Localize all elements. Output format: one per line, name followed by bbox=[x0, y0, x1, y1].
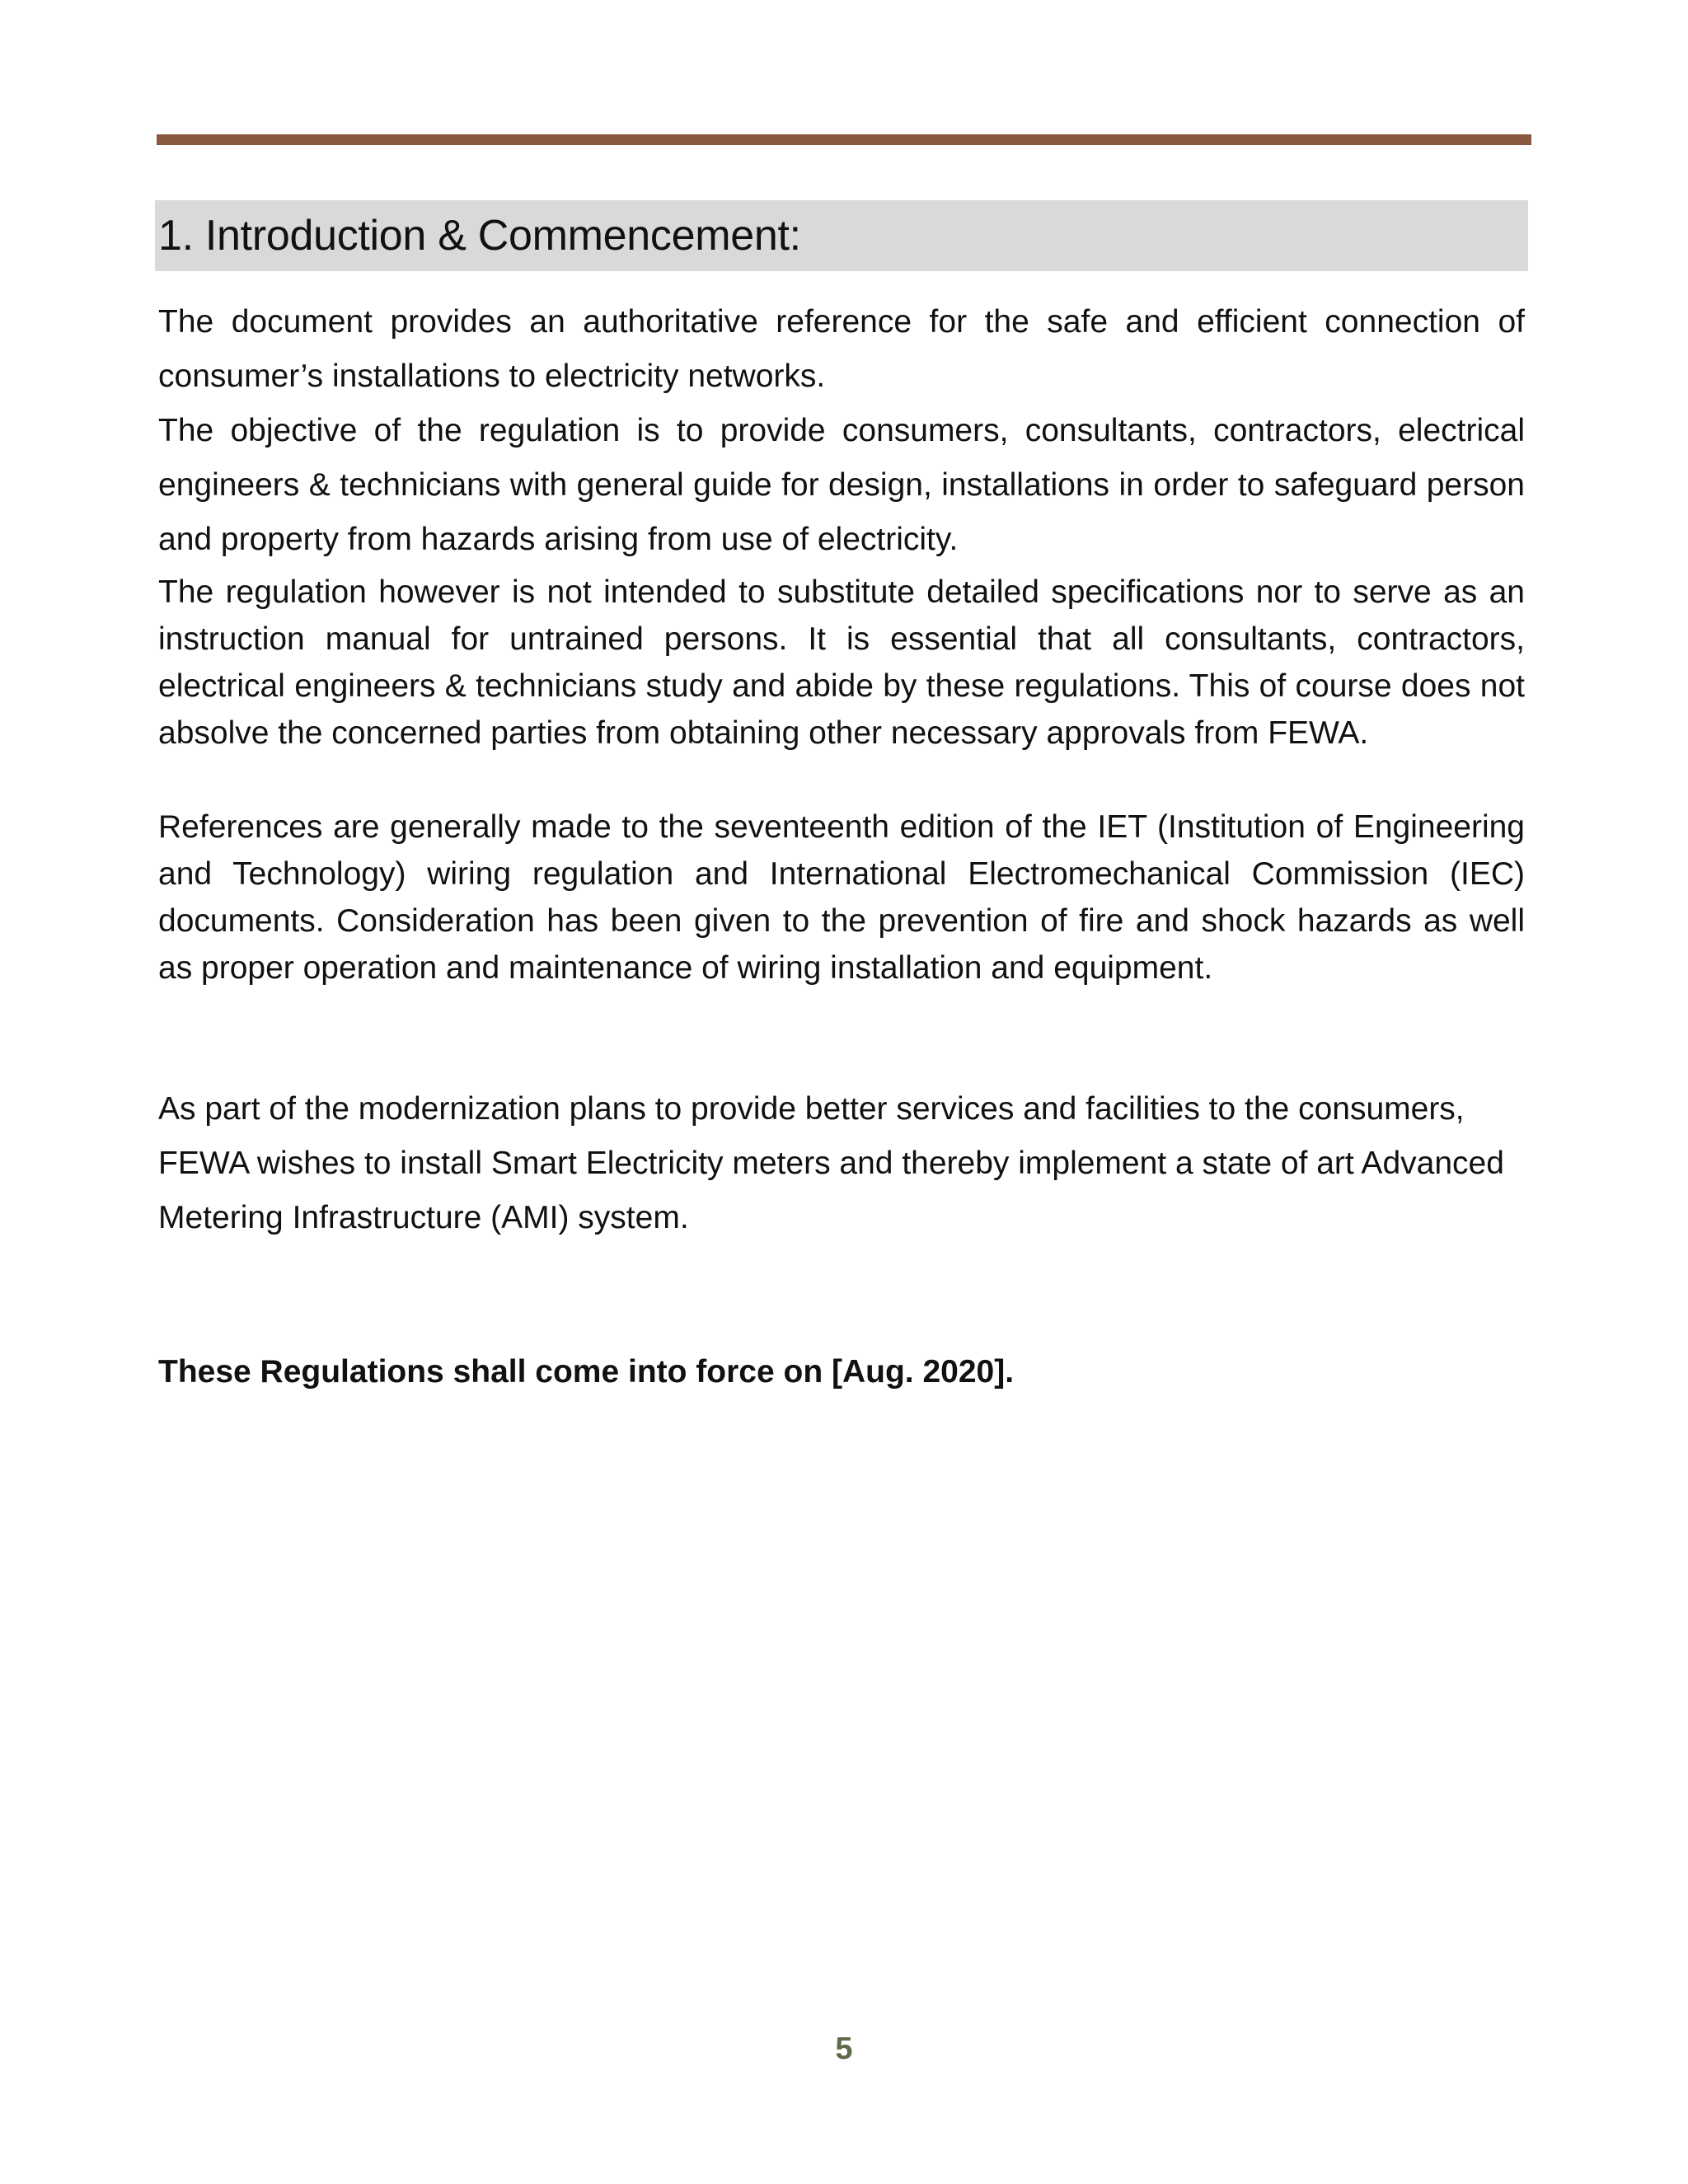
paragraph-references: References are generally made to the seventeenth edition of the IET (Institution of Engineering and Technology) wiring regulation and International Electromechanical Commission (IEC) documents. Consideration has been given to the prevention of fire and shock hazards as well as proper operation and maintenance of wiring installation and equipment. bbox=[158, 809, 1525, 986]
effective-date-statement: These Regulations shall come into force on [Aug. 2020]. bbox=[158, 1354, 1015, 1390]
section-heading: 1. Introduction & Commencement: bbox=[158, 212, 801, 260]
section-heading-box bbox=[155, 200, 1528, 271]
paragraph-purpose: The document provides an authoritative reference for the safe and efficient connection of consumer’s installations to electricity networks. bbox=[158, 304, 1525, 394]
top-divider-rule bbox=[157, 134, 1531, 145]
paragraph-modernization: As part of the modernization plans to provide better services and facilities to the consumers, FEWA wishes to install Smart Electricity meters and thereby implement a state of art Advanced Metering Infrastructure (AMI) system. bbox=[158, 1091, 1504, 1235]
page-number: 5 bbox=[835, 2032, 853, 2066]
paragraph-objective: The objective of the regulation is to provide consumers, consultants, contractors, electrical engineers & technicians with general guide for design, installations in order to safeguard person and property from hazards arising from use of electricity. bbox=[158, 413, 1525, 557]
paragraph-scope: The regulation however is not intended to substitute detailed specifications nor to serve as an instruction manual for untrained persons. It is essential that all consultants, contractors, electrical engineers & technicians study and abide by these regulations. This of course does not absolve the concerned parties from obtaining other necessary approvals from FEWA. bbox=[158, 574, 1525, 751]
